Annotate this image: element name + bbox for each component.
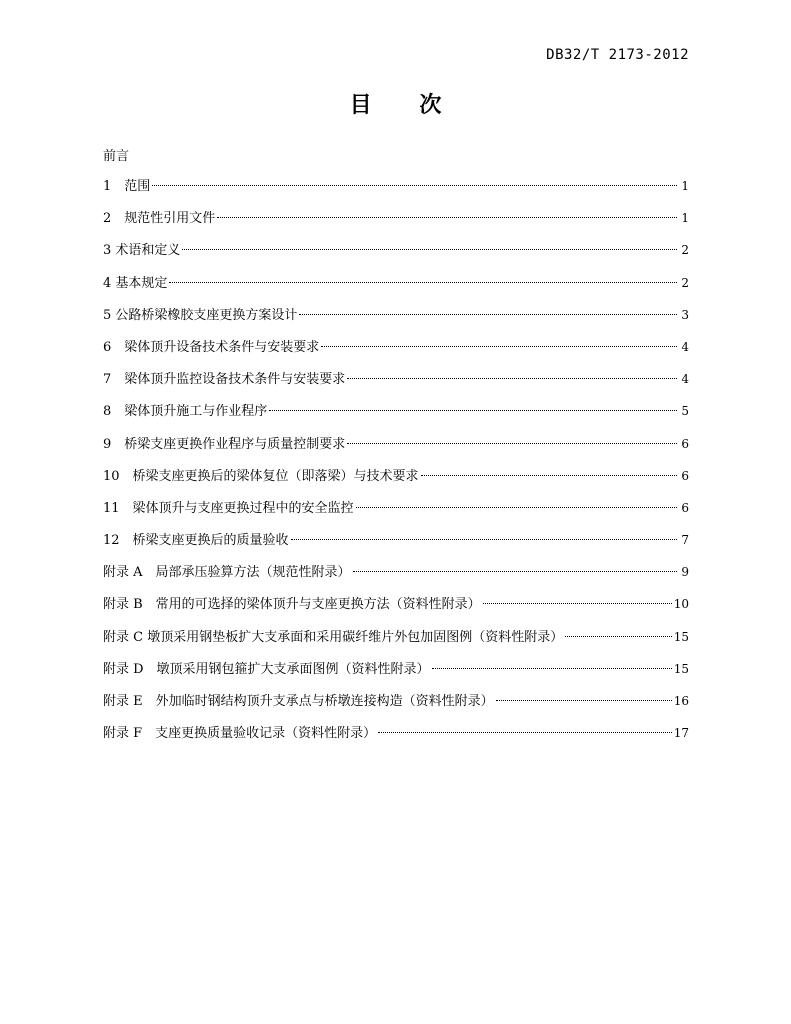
toc-entry[interactable]	[103, 234, 689, 266]
page-title: 目 次	[349, 93, 462, 118]
toc-entry-label: 1 范围	[103, 179, 151, 194]
toc-leader-dots	[356, 507, 677, 508]
toc-entry-label: 附录 B 常用的可选择的梁体顶升与支座更换方法（资料性附录）	[103, 597, 481, 613]
toc-entry-page-number: 15	[673, 629, 689, 644]
toc-entry[interactable]	[103, 460, 689, 492]
toc-entry-label: 11 梁体顶升与支座更换过程中的安全监控	[103, 500, 354, 516]
toc-entry[interactable]	[103, 492, 689, 524]
toc-entry-page-number: 6	[681, 500, 689, 515]
toc-entry-page-number: 1	[681, 211, 689, 226]
toc-entry-label: 6 梁体顶升设备技术条件与安装要求	[103, 339, 320, 355]
toc-entry-page-number: 6	[681, 436, 689, 451]
toc-entry-label: 5 公路桥梁橡胶支座更换方案设计	[103, 307, 298, 323]
toc-leader-dots	[321, 346, 677, 347]
toc-entry-page-number: 6	[681, 468, 689, 483]
toc-entry[interactable]	[103, 202, 689, 234]
toc-leader-dots	[347, 378, 677, 379]
toc-leader-dots	[169, 282, 677, 283]
toc-entry-page-number: 4	[681, 372, 689, 387]
toc-leader-dots	[269, 410, 677, 411]
toc-entry[interactable]	[103, 331, 689, 363]
toc-entry-label: 附录 F 支座更换质量验收记录（资料性附录）	[103, 726, 377, 742]
toc-entry-label: 12 桥梁支座更换后的质量验收	[103, 533, 289, 549]
toc-leader-dots	[496, 700, 672, 701]
toc-entry-page-number: 2	[681, 243, 689, 258]
toc-entry-page-number: 7	[681, 533, 689, 548]
toc-leader-dots	[182, 249, 677, 250]
toc-leader-dots	[217, 217, 677, 218]
toc-entry[interactable]	[103, 428, 689, 460]
toc-entry[interactable]	[103, 717, 689, 749]
toc-entry-page-number: 4	[681, 339, 689, 354]
toc-leader-dots	[299, 314, 677, 315]
toc-entry[interactable]	[103, 299, 689, 331]
toc-entry-page-number: 9	[681, 565, 689, 580]
toc-entry-page-number: 3	[681, 307, 689, 322]
toc-leader-dots	[152, 185, 677, 186]
table-of-contents	[103, 170, 689, 749]
toc-entry-page-number: 17	[673, 726, 689, 741]
toc-entry-page-number: 1	[681, 179, 689, 193]
toc-leader-dots	[353, 571, 677, 572]
toc-entry-label: 附录 A 局部承压验算方法（规范性附录）	[103, 565, 351, 581]
toc-leader-dots	[483, 603, 672, 604]
toc-entry-label: 10 桥梁支座更换后的梁体复位（即落梁）与技术要求	[103, 468, 419, 484]
toc-entry-label: 7 梁体顶升监控设备技术条件与安装要求	[103, 372, 346, 388]
toc-entry-label: 2 规范性引用文件	[103, 211, 216, 227]
toc-entry-page-number: 2	[681, 275, 689, 290]
toc-leader-dots	[347, 443, 677, 444]
toc-preface-link[interactable]: 前言	[103, 149, 130, 164]
toc-entry[interactable]	[103, 363, 689, 395]
toc-entry-label: 4 基本规定	[103, 275, 168, 291]
toc-leader-dots	[291, 539, 677, 540]
toc-entry-label: 附录 C 墩顶采用钢垫板扩大支承面和采用碳纤维片外包加固图例（资料性附录）	[103, 629, 564, 645]
toc-entry[interactable]	[103, 653, 689, 685]
toc-entry[interactable]	[103, 395, 689, 427]
toc-leader-dots	[432, 668, 672, 669]
toc-entry[interactable]	[103, 556, 689, 588]
toc-entry-page-number: 5	[681, 404, 689, 419]
toc-entry[interactable]	[103, 524, 689, 556]
document-id: DB32/T 2173-2012	[546, 47, 689, 63]
toc-entry[interactable]	[103, 621, 689, 653]
toc-entry-page-number: 15	[673, 661, 689, 676]
toc-entry-label: 附录 D 墩顶采用钢包箍扩大支承面图例（资料性附录）	[103, 661, 430, 677]
toc-entry[interactable]	[103, 685, 689, 717]
toc-leader-dots	[421, 475, 677, 476]
toc-entry[interactable]	[103, 170, 689, 202]
toc-entry-page-number: 10	[673, 597, 689, 612]
toc-entry[interactable]	[103, 267, 689, 299]
toc-entry-label: 8 梁体顶升施工与作业程序	[103, 404, 268, 420]
toc-entry-label: 9 桥梁支座更换作业程序与质量控制要求	[103, 436, 346, 452]
toc-entry-label: 3 术语和定义	[103, 243, 181, 259]
toc-leader-dots	[565, 636, 672, 637]
toc-entry-label: 附录 E 外加临时钢结构顶升支承点与桥墩连接构造（资料性附录）	[103, 694, 494, 709]
toc-leader-dots	[378, 732, 672, 733]
toc-entry[interactable]	[103, 588, 689, 620]
toc-entry-page-number: 16	[673, 694, 689, 708]
